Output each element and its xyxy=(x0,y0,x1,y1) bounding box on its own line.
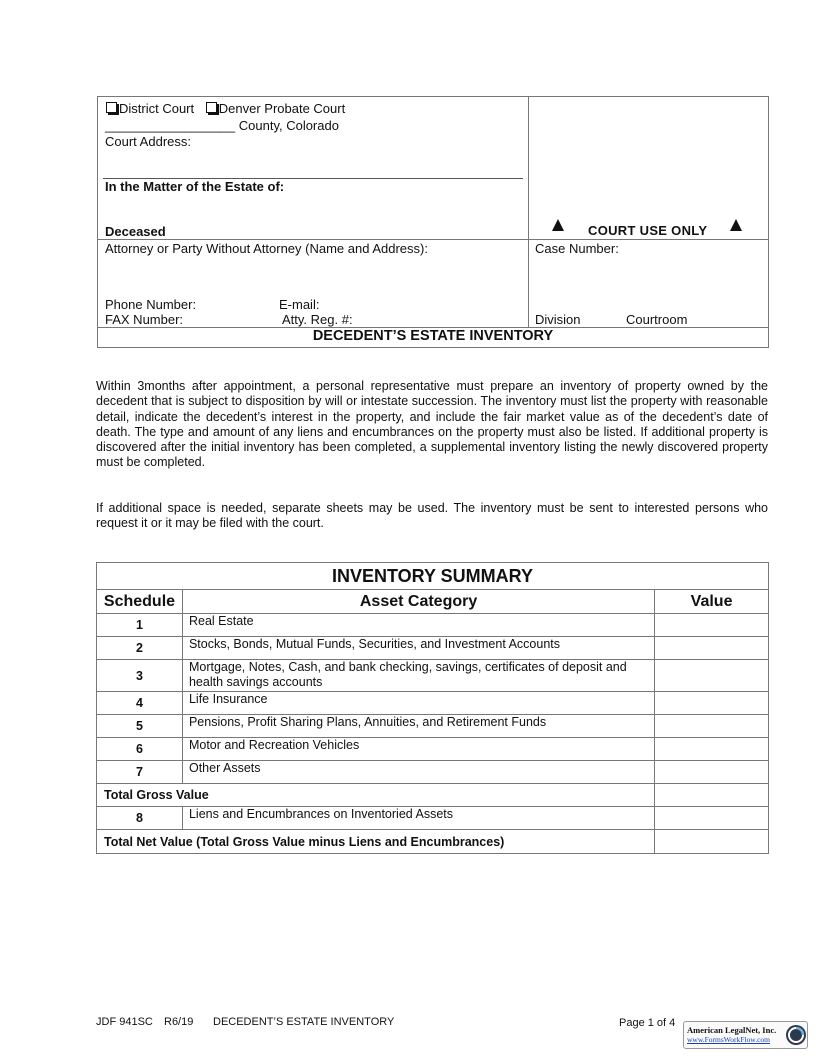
table-row xyxy=(97,692,769,715)
asset-category: Pensions, Profit Sharing Plans, Annuities, and Retirement Funds xyxy=(182,715,654,738)
phone-label: Phone Number: xyxy=(105,297,197,312)
schedule-number: 3 xyxy=(97,660,183,692)
schedule-number: 8 xyxy=(97,807,183,830)
denver-probate-label: Denver Probate Court xyxy=(218,101,346,116)
courtroom-label: Courtroom xyxy=(626,312,688,327)
court-address-label: Court Address: xyxy=(105,134,191,149)
asset-category: Liens and Encumbrances on Inventoried Assets xyxy=(182,807,654,830)
caption-box xyxy=(97,96,769,348)
total-gross-label: Total Gross Value xyxy=(97,784,655,807)
footer-page-label: Page 1 of 4 xyxy=(619,1017,676,1029)
value-cell[interactable] xyxy=(655,614,769,637)
attorney-label: Attorney or Party Without Attorney (Name and Address): xyxy=(105,241,428,256)
asset-category: Stocks, Bonds, Mutual Funds, Securities, and Investment Accounts xyxy=(182,637,654,660)
value-cell[interactable] xyxy=(655,637,769,660)
table-row xyxy=(97,614,769,637)
court-selection xyxy=(106,101,345,116)
publisher-url[interactable]: www.FormsWorkFlow.com xyxy=(687,1035,771,1044)
header-value: Value xyxy=(655,590,769,614)
value-cell[interactable] xyxy=(655,692,769,715)
total-net-value-cell[interactable] xyxy=(655,830,769,854)
table-row xyxy=(97,660,769,692)
total-net-label: Total Net Value (Total Gross Value minus Liens and Encumbrances) xyxy=(97,830,655,854)
case-number-label: Case Number: xyxy=(535,241,619,256)
total-gross-row xyxy=(97,784,769,807)
fax-label: FAX Number: xyxy=(105,312,184,327)
table-row xyxy=(97,761,769,784)
table-row xyxy=(97,807,769,830)
total-net-row xyxy=(97,830,769,854)
table-title: INVENTORY SUMMARY xyxy=(97,563,769,590)
triangle-up-icon xyxy=(552,219,564,231)
schedule-number: 4 xyxy=(97,692,183,715)
asset-category: Motor and Recreation Vehicles xyxy=(182,738,654,761)
asset-category: Life Insurance xyxy=(182,692,654,715)
schedule-number: 7 xyxy=(97,761,183,784)
court-use-only: COURT USE ONLY xyxy=(588,223,708,238)
caption-divider-attorney xyxy=(97,239,769,240)
schedule-number: 2 xyxy=(97,637,183,660)
value-cell[interactable] xyxy=(655,761,769,784)
instructions-paragraph-1: Within 3months after appointment, a personal representative must prepare an inventory of property owned by the decedent that is subject to disposition by will or intestate succession. The inventory must list the property with reasonable detail, indicate the decedent’s interest in the property, and include the fair market value as of the decedent’s date of death. The type and amount of any liens and encumbrances on the property must also be listed. If additional property is discovered after the initial inventory has been completed, a supplemental inventory listing the newly discovered property must be completed. xyxy=(96,379,768,470)
header-category: Asset Category xyxy=(182,590,654,614)
instructions-paragraph-2: If additional space is needed, separate sheets may be used. The inventory must be sent to interested persons who request it or it may be filed with the court. xyxy=(96,501,768,531)
footer-form-code: JDF 941SC xyxy=(96,1016,153,1028)
district-court-label: District Court xyxy=(119,101,195,116)
asset-category: Real Estate xyxy=(182,614,654,637)
county-line: __________________ County, Colorado xyxy=(105,118,339,133)
total-gross-value-cell[interactable] xyxy=(655,784,769,807)
caption-divider-vertical xyxy=(528,97,529,328)
publisher-name: American LegalNet, Inc. xyxy=(687,1025,777,1035)
value-cell[interactable] xyxy=(655,738,769,761)
publisher-logo-icon xyxy=(785,1024,807,1046)
footer-form-name: DECEDENT’S ESTATE INVENTORY xyxy=(213,1016,395,1028)
estate-label: In the Matter of the Estate of: xyxy=(105,179,285,194)
table-row xyxy=(97,715,769,738)
schedule-number: 5 xyxy=(97,715,183,738)
value-cell[interactable] xyxy=(655,715,769,738)
value-cell[interactable] xyxy=(655,660,769,692)
publisher-badge[interactable] xyxy=(683,1021,808,1049)
denver-probate-checkbox[interactable] xyxy=(206,102,217,113)
value-cell[interactable] xyxy=(655,807,769,830)
footer-revision: R6/19 xyxy=(164,1016,194,1028)
atty-reg-label: Atty. Reg. #: xyxy=(282,312,353,327)
schedule-number: 1 xyxy=(97,614,183,637)
asset-category: Other Assets xyxy=(182,761,654,784)
email-label: E-mail: xyxy=(279,297,320,312)
schedule-number: 6 xyxy=(97,738,183,761)
asset-category: Mortgage, Notes, Cash, and bank checking, savings, certificates of deposit and health savings accounts xyxy=(182,660,654,692)
division-label: Division xyxy=(535,312,581,327)
table-row xyxy=(97,637,769,660)
triangle-up-icon xyxy=(730,219,742,231)
inventory-summary-table xyxy=(96,562,769,854)
deceased-label: Deceased xyxy=(105,224,166,239)
header-schedule: Schedule xyxy=(97,590,183,614)
district-court-checkbox[interactable] xyxy=(106,102,117,113)
form-title: DECEDENT’S ESTATE INVENTORY xyxy=(312,328,554,344)
table-row xyxy=(97,738,769,761)
